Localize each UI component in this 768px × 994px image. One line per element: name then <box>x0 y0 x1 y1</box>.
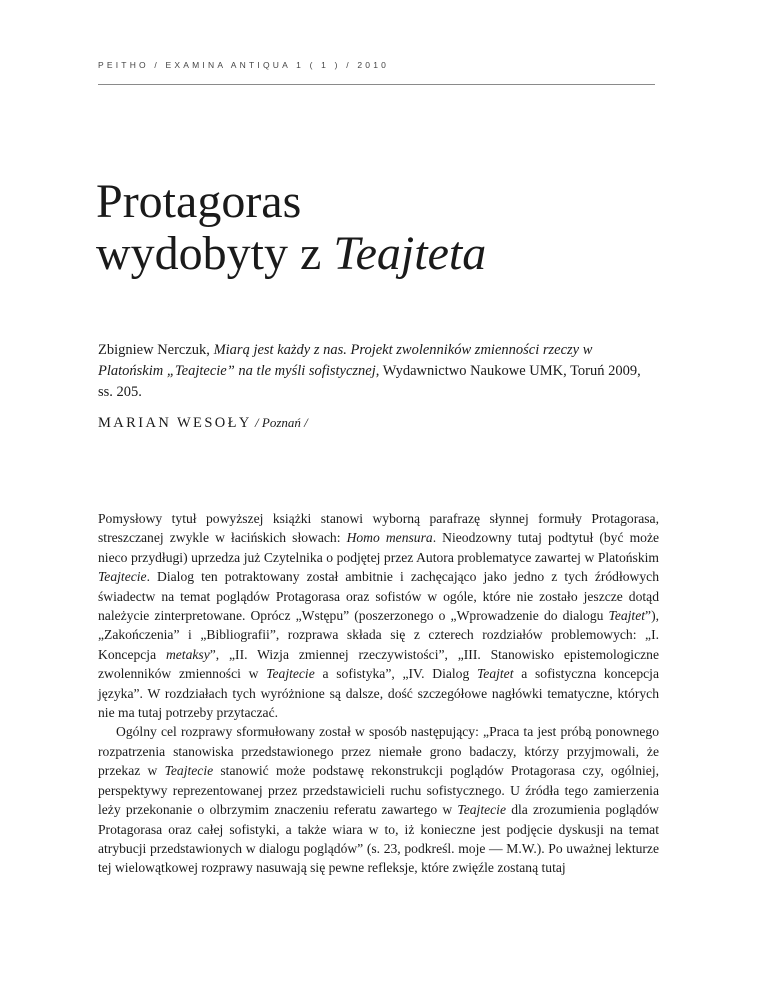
text-run: a sofistyczna koncepcja języka”. W rozdziałach tych wyróżnione są dalsze, dość szczegółowe nagłówki tematyczne, których nie ma tutaj potrzeby przytaczać. <box>98 666 659 721</box>
text-run: ”, „II. Wizja zmiennej rzeczywistości”, „III. Stanowisko epistemologiczne zwolenników zmienności w <box>98 646 659 682</box>
reviewer-place: / Poznań / <box>251 415 308 430</box>
article-body <box>98 509 659 878</box>
text-run: Ogólny cel rozprawy sformułowany został w sposób następujący: „Praca ta jest próbą ponownego rozpatrzenia stanowiska przedstawionego przez niemałe grono badaczy, którzy przyjmowali, że przekaz w <box>98 724 659 779</box>
text-run: a sofistyka”, „IV. Dialog <box>314 666 477 682</box>
text-run: ”), „Zakończenia” i „Bibliografii”, rozprawa składa się z czterech rozdziałów problemowych: „I. Koncepcja <box>98 608 659 662</box>
text-run: stanowić może podstawę rekonstrukcji poglądów Protagorasa czy, ogólniej, perspektywy reprezentowanej przez przedstawicieli ruchu sofistycznego. U źródła tego zamierzenia leży przekonanie o olbrzymim znaczeniu referatu zawartego w <box>98 763 659 818</box>
text-run-italic: Teajtecie <box>164 763 214 779</box>
text-run: dla zrozumienia poglądów Protagorasa oraz całej sofistyki, a także wiara w to, iż konieczne jest podjęcie dyskusji na temat atrybucji przedstawionych w dialogu poglądów” (s. 23, podkreśl. moje — M.W.). Po uważnej lekturze tej wielowątkowej rozprawy nasuwają się pewne refleksje, które zwięźle zostaną tutaj <box>98 802 659 876</box>
reviewer-byline <box>98 415 658 432</box>
text-run-italic: Homo mensura <box>346 530 433 546</box>
citation-author: Zbigniew Nerczuk, <box>98 342 214 358</box>
body-paragraph-2 <box>98 722 659 877</box>
title-line-2: wydobyty z <box>96 227 334 280</box>
citation-book-title: Miarą jest każdy z nas. Projekt zwolenników zmienności rzeczy w Platońskim „Teajtecie” na tle myśli sofistycznej <box>98 342 593 379</box>
text-run: . Dialog ten potraktowany został ambitnie i zachęcająco jako jedno z tych źródłowych świadectw na temat poglądów Protagorasa oraz sofistów w ogóle, które nie zostało jeszcze dotąd należycie zinterpretowane. Oprócz „Wstępu” (poszerzonego o „Wprowadzenie do dialogu <box>98 569 659 624</box>
text-run-italic: Teajtecie <box>457 802 506 818</box>
header-rule <box>98 84 655 85</box>
citation-publisher: , Wydawnictwo Naukowe UMK, Toruń 2009, ss. 205. <box>98 363 641 400</box>
reviewed-book-citation <box>98 340 658 403</box>
article-title <box>96 176 676 280</box>
reviewer-name: MARIAN WESOŁY <box>98 415 252 431</box>
text-run-italic: metaksy <box>165 646 210 662</box>
text-run-italic: Teajtet <box>608 608 646 624</box>
title-line-2-italic: Teajteta <box>333 227 487 280</box>
text-run-italic: Teajtecie <box>266 666 315 682</box>
text-run: . Nieodzowny tutaj podtytuł (być może nieco przydługi) uprzedza już Czytelnika o podjętej przez Autora problematyce zawartej w Platońskim <box>98 530 660 565</box>
title-line-1: Protagoras <box>96 175 302 228</box>
body-paragraph-1 <box>98 509 659 722</box>
text-run-italic: Teajtecie <box>98 569 147 585</box>
text-run: Pomysłowy tytuł powyższej książki stanowi wyborną parafrazę słynnej formuły Protagorasa, streszczanej zwykle w łacińskich słowach: <box>98 511 659 546</box>
running-head: PEITHO / EXAMINA ANTIQUA 1 ( 1 ) / 2010 <box>98 60 390 70</box>
text-run-italic: Teajtet <box>476 666 514 682</box>
